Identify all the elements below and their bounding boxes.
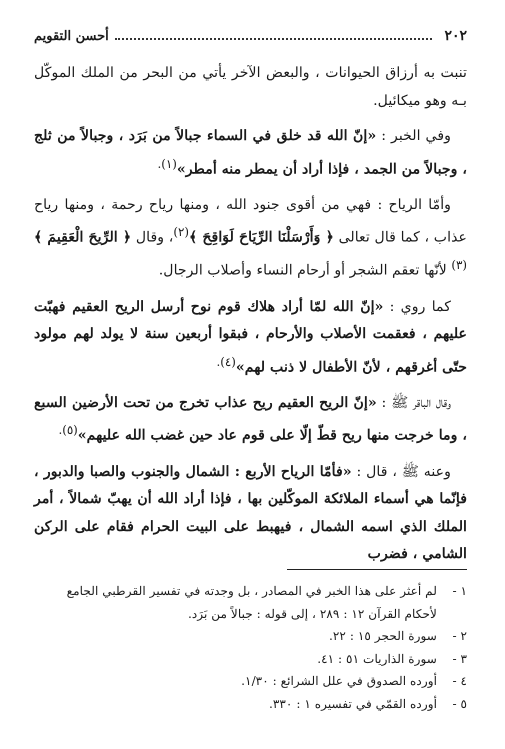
paragraph-1-text: تنبت به أرزاق الحيوانات ، والبعض الآخر يأتي من البحر من الملك الموكّل بـه وهو ميكائيل. — [34, 65, 467, 109]
paragraph-3-text-3: لأنّها تعقم الشجر أو أرحام النساء وأصلاب الرجال. — [158, 263, 452, 280]
paragraph-3-text-1: وأمّا الرياح : فهي من أقوى جنود الله ، ومنها رياح رحمة ، ومنها رياح عذاب ، كما قال تعالى — [34, 196, 468, 246]
hadith-quote-2: «إنّ الله لمّا أراد هلاك قوم نوح أرسل الريح العقيم فهبّت عليهم ، فعقمت الأصلاب والأرحام ، فبقوا أربعين سنة لا يولد لهم مولود حتّى أغرقهم ، لأنّ الأطفال لا ذنب لهم» — [34, 298, 467, 376]
footnote-text: أورده القمّي في تفسيره ١ : ٣٣٠. — [268, 696, 437, 711]
quran-verse-2: ﴿ الرِّيحَ الْعَقِيمَ ﴾ — [34, 229, 132, 246]
footnote-text: سورة الحجر ١٥ : ٢٢. — [328, 629, 437, 643]
footnote-ref-3: (٣) — [451, 258, 467, 273]
quran-verse-1: ﴿ وَأَرْسَلْنَا الرِّيَاحَ لَوَاقِحَ ﴾ — [188, 229, 334, 246]
footnote-number: ٢ - — [452, 629, 467, 643]
hadith-quote-3: «إنّ الريح العقيم ريح عذاب تخرج من تحت الأرضين السبع ، وما خرجت منها ريح قطّ إلّا على قوم عاد حين غضب الله عليهم» — [34, 394, 467, 445]
footnote-number: ١ - — [452, 584, 467, 598]
footnote-ref-2: (٢) — [173, 225, 189, 240]
hadith-quote-1: «إنّ الله قد خلق في السماء جبالاً من بَرَد ، وجبالاً من ثلج ، وجبالاً من الجمد ، فإذا أراد أن يمطر منه أمطر» — [34, 128, 467, 178]
paragraph-3-text-2: ، وقال — [131, 229, 174, 246]
paragraph-6 — [34, 459, 467, 569]
paragraph-4 — [34, 294, 467, 382]
footnote-item — [34, 580, 467, 625]
hadith-quote-4: «فأمّا الرياح الأربع : الشمال والجنوب والصبا والدبور ، فإنّما هي أسماء الملائكة الموكّلين بها ، فإذا أراد الله أن يهبّ شمالاً ، أمر الملك الذي اسمه الشمال ، فيهبط على البيت الحرام فقام على الركن الشامي ، فضرب — [34, 463, 467, 563]
footnote-text: لم أعثر على هذا الخبر في المصادر ، بل وجدته في تفسير القرطبي الجامع لأحكام القرآن ١٢ : ٢٨٩ ، إلى قوله : جبالاً من بَرَد. — [66, 584, 437, 621]
page-number: ٢٠٢ — [444, 28, 467, 44]
paragraph-6-lead: وعنه ﷺ ، قال : — [351, 463, 451, 480]
paragraph-3 — [34, 192, 467, 286]
footnote-ref-4: (٤). — [216, 354, 236, 369]
footnote-ref-5: (٥). — [58, 423, 78, 438]
paragraph-5 — [34, 390, 467, 451]
paragraph-4-lead: كما روي : — [383, 298, 451, 315]
footnote-item — [34, 693, 467, 716]
footnote-text: أورده الصدوق في علل الشرائع : ١/٣٠. — [241, 674, 437, 688]
paragraph-5-lead: وقال الباقر ﷺ : — [376, 394, 451, 411]
footnotes — [34, 580, 467, 715]
footnote-text: سورة الذاريات ٥١ : ٤١. — [317, 651, 437, 666]
footnote-number: ٥ - — [452, 696, 467, 711]
paragraph-1 — [34, 60, 467, 115]
header-dot-leader — [115, 38, 433, 40]
book-title: أحسن التقويم — [34, 28, 109, 44]
footnote-item — [34, 625, 467, 648]
footnote-number: ٤ - — [452, 674, 467, 688]
paragraph-2 — [34, 123, 467, 184]
footnote-ref-1: (١). — [157, 156, 177, 171]
footnote-separator — [287, 569, 467, 570]
footnote-number: ٣ - — [452, 651, 467, 666]
main-text — [34, 60, 467, 577]
running-header — [34, 26, 467, 46]
footnote-item — [34, 670, 467, 693]
footnote-item — [34, 648, 467, 671]
paragraph-2-lead: وفي الخبر : — [376, 128, 451, 144]
